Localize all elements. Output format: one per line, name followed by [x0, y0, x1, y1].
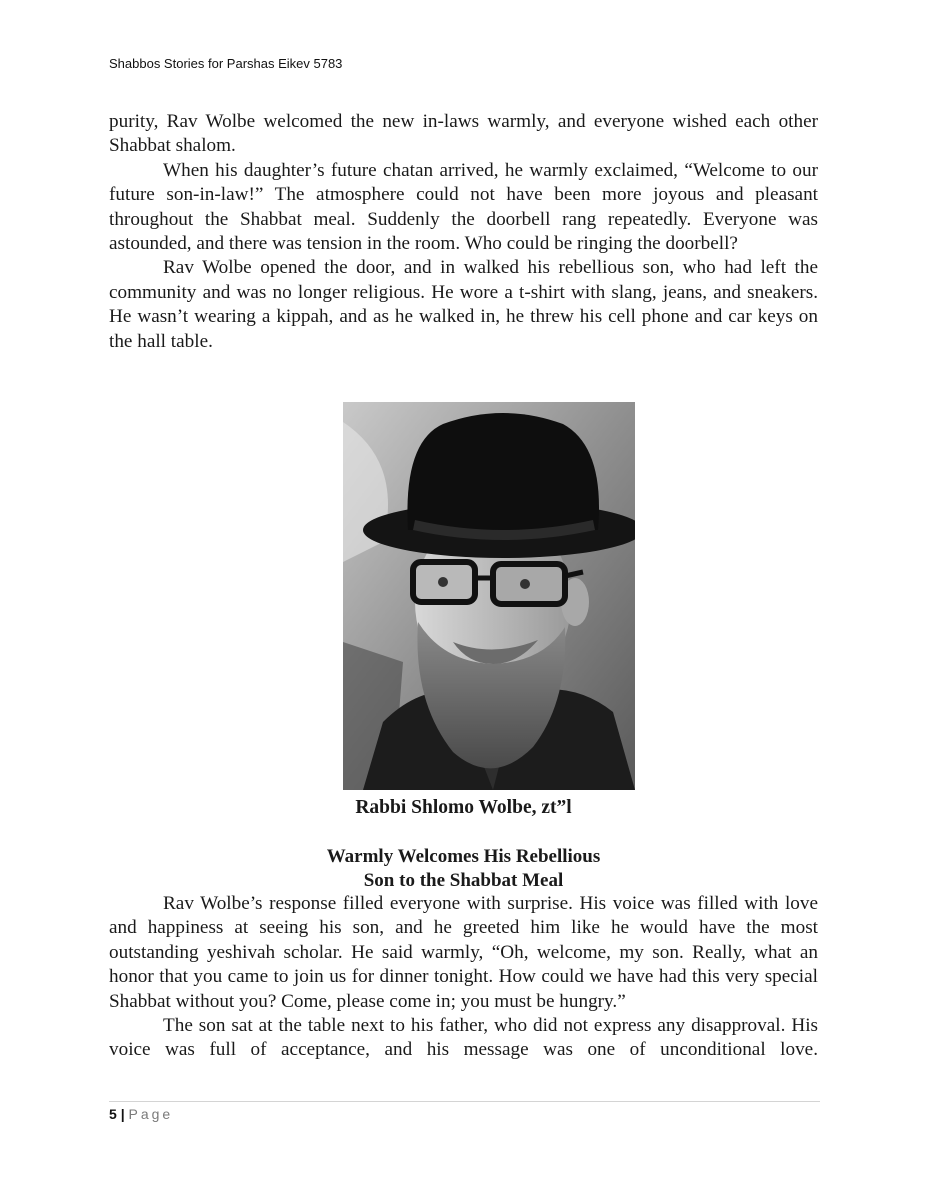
paragraph: Rav Wolbe’s response filled everyone with surprise. His voice was filled with love and happiness at seeing his son, and he greeted him like he would have the most outstanding yeshivah scholar. He said warmly, “Oh, welcome, my son. Really, what an honor that you came to join us for dinner tonight. How could we have had this very special Shabbat without you? Come, please come in; you must be hungry.” — [109, 893, 818, 1012]
heading-line: Warmly Welcomes His Rebellious — [326, 846, 601, 867]
body-text-top — [109, 110, 818, 354]
paragraph: The son sat at the table next to his father, who did not express any disapproval. His voice was full of acceptance, and his message was one of unconditional love. — [109, 1015, 818, 1061]
page-label: Page — [128, 1106, 174, 1122]
body-text-bottom — [109, 892, 818, 1063]
paragraph: purity, Rav Wolbe welcomed the new in-laws warmly, and everyone wished each other Shabbat shalom. — [109, 111, 818, 157]
photo-caption: Rabbi Shlomo Wolbe, zt”l — [355, 797, 572, 818]
paragraph: When his daughter’s future chatan arrived, he warmly exclaimed, “Welcome to our future son-in-law!” The atmosphere could not have been more joyous and pleasant throughout the Shabbat meal. Suddenly the doorbell rang repeatedly. Everyone was astounded, and there was tension in the room. Who could be ringing the doorbell? — [109, 159, 818, 255]
heading-line: Son to the Shabbat Meal — [363, 870, 564, 891]
paragraph: Rav Wolbe opened the door, and in walked his rebellious son, who had left the community and was no longer religious. He wore a t-shirt with slang, jeans, and sneakers. He wasn’t wearing a kippah, and as he walked in, he threw his cell phone and car keys on the hall table. — [109, 257, 818, 352]
page-number: 5 — [109, 1106, 117, 1122]
page-footer — [109, 1106, 173, 1122]
footer-separator: | — [120, 1106, 125, 1122]
section-heading — [109, 845, 818, 893]
portrait-illustration — [343, 402, 635, 790]
footer-divider — [109, 1101, 820, 1102]
running-header: Shabbos Stories for Parshas Eikev 5783 — [109, 56, 343, 71]
portrait-photo — [343, 402, 635, 790]
